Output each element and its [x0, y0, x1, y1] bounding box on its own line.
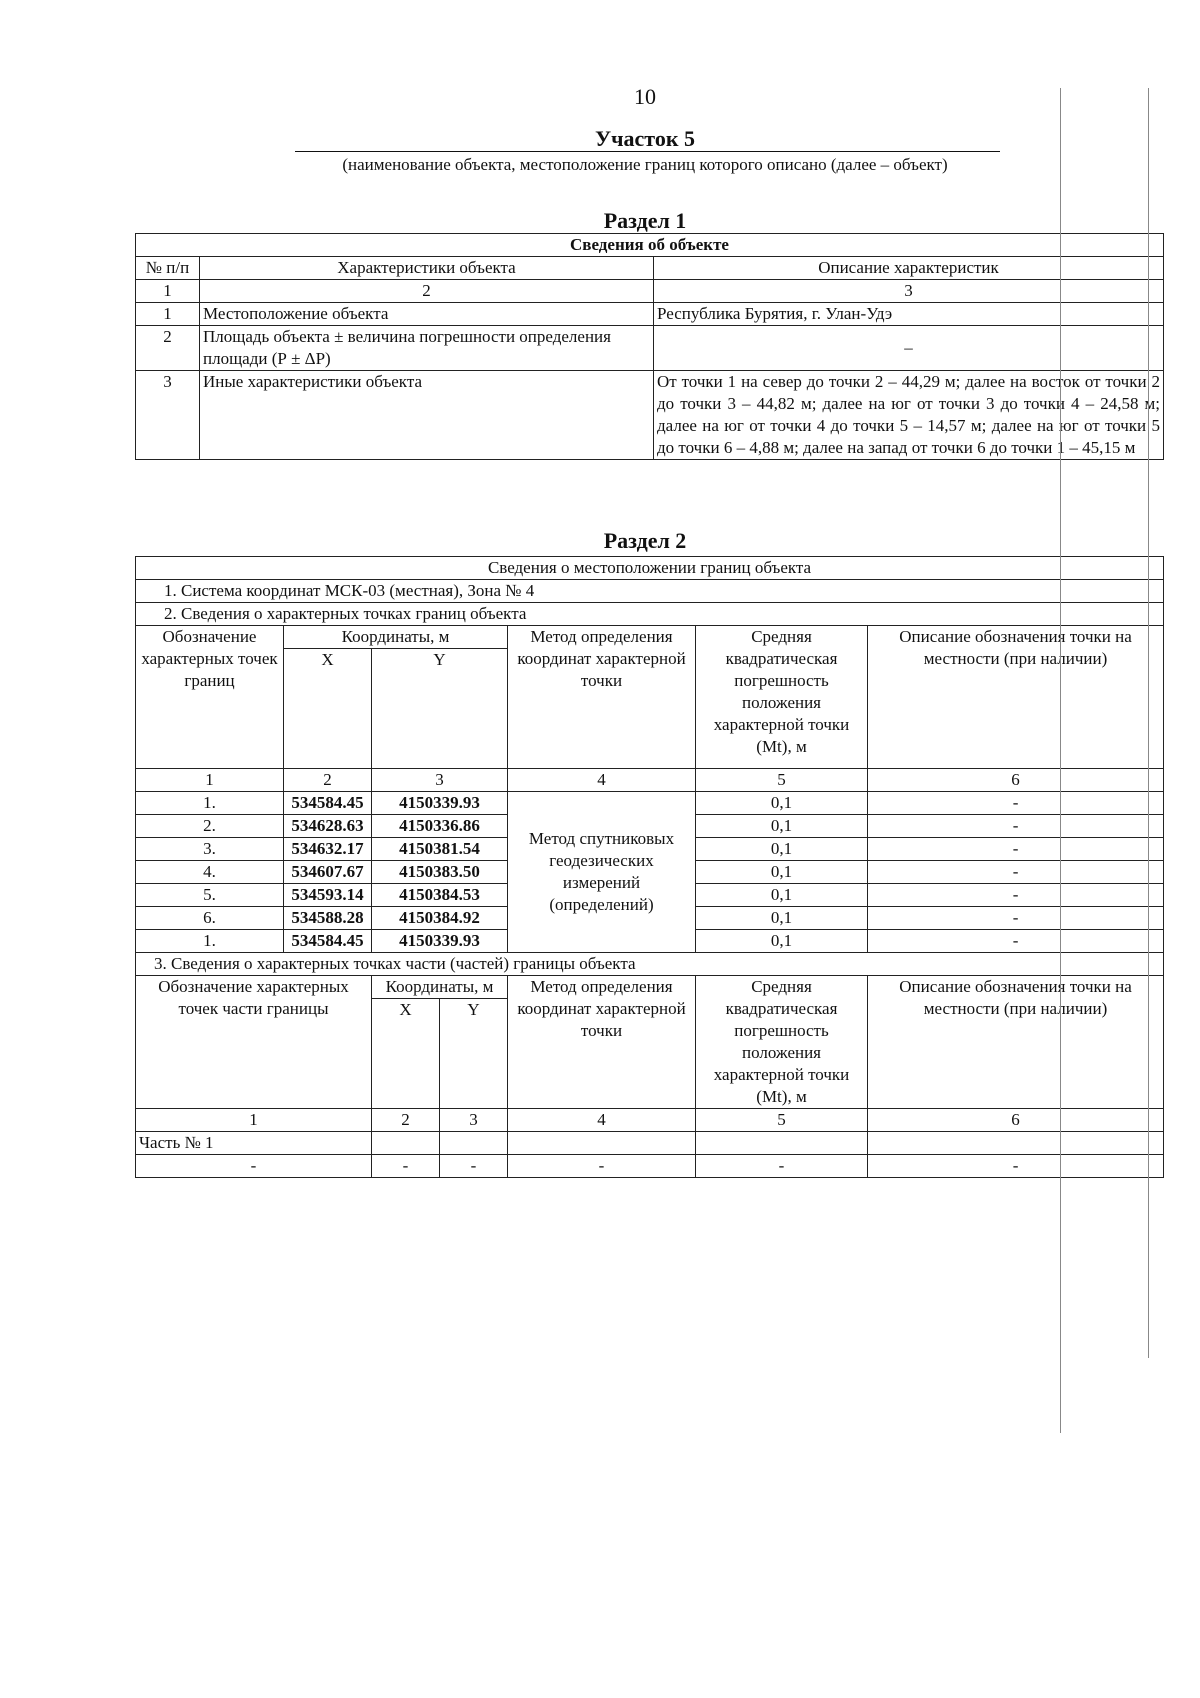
point-x: 534628.63 [284, 815, 372, 838]
table-row [136, 371, 1164, 460]
point-desc: - [868, 838, 1164, 861]
point-mt: 0,1 [696, 815, 868, 838]
table-caption: Сведения о местоположении границ объекта [136, 557, 1164, 580]
col-number: 3 [440, 1109, 508, 1132]
point-num: 2. [136, 815, 284, 838]
col-number: 6 [868, 1109, 1164, 1132]
point-mt: 0,1 [696, 930, 868, 953]
page-number: 10 [634, 84, 656, 109]
margin-rule [1148, 88, 1149, 1358]
boundary-table [135, 556, 1164, 1178]
point-desc: - [868, 930, 1164, 953]
row-desc: От точки 1 на север до точки 2 – 44,29 м; далее на восток от точки 2 до точки 3 – 44,82 м; далее на юг от точки 3 до точки 4 – 24,58 м; далее на юг от точки 4 до точки 5 – 14,57 м; далее на юг от точки 5 до точки 6 – 4,88 м; далее на запад от точки 6 до точки 1 – 45,15 м [654, 371, 1164, 460]
row-num: 3 [136, 371, 200, 460]
col-number: 5 [696, 1109, 868, 1132]
col-number: 4 [508, 1109, 696, 1132]
point-mt: 0,1 [696, 884, 868, 907]
point-num: 3. [136, 838, 284, 861]
point-mt: 0,1 [696, 838, 868, 861]
header-y: Y [372, 649, 508, 769]
header-description: Описание характеристик [654, 257, 1164, 280]
parts-header-desc: Описание обозначения точки на местности (при наличии) [868, 976, 1164, 1109]
point-y: 4150339.93 [372, 930, 508, 953]
point-x: 534632.17 [284, 838, 372, 861]
row-desc: – [654, 326, 1164, 371]
col-number: 5 [696, 769, 868, 792]
point-num: 6. [136, 907, 284, 930]
point-y: 4150339.93 [372, 792, 508, 815]
point-mt: 0,1 [696, 792, 868, 815]
parts-header-point: Обозначение характерных точек части границы [136, 976, 372, 1109]
col-number: 3 [372, 769, 508, 792]
method-value: Метод спутниковых геодезических измерений (определений) [508, 792, 696, 953]
points-caption: 2. Сведения о характерных точках границ объекта [136, 603, 1164, 626]
header-point: Обозначение характерных точек границ [136, 626, 284, 769]
part-label: Часть № 1 [136, 1132, 372, 1155]
point-x: 534584.45 [284, 930, 372, 953]
table-row [136, 326, 1164, 371]
col-number: 1 [136, 280, 200, 303]
col-number: 2 [200, 280, 654, 303]
col-number: 6 [868, 769, 1164, 792]
table-caption: Сведения об объекте [136, 234, 1164, 257]
row-num: 1 [136, 303, 200, 326]
header-error: Средняя квадратическая погрешность положения характерной точки (Mt), м [696, 626, 868, 769]
title-underline [295, 151, 1000, 152]
point-num: 5. [136, 884, 284, 907]
point-x: 534593.14 [284, 884, 372, 907]
point-num: 1. [136, 792, 284, 815]
parts-header-method: Метод определения координат характерной точки [508, 976, 696, 1109]
section2-title: Раздел 2 [603, 528, 687, 553]
table-row [136, 792, 1164, 815]
part-cell: - [372, 1155, 440, 1178]
row-name: Площадь объекта ± величина погрешности определения площади (Р ± ΔР) [200, 326, 654, 371]
col-number: 1 [136, 1109, 372, 1132]
point-num: 4. [136, 861, 284, 884]
col-number: 3 [654, 280, 1164, 303]
parts-caption: 3. Сведения о характерных точках части (частей) границы объекта [136, 953, 1164, 976]
part-cell: - [696, 1155, 868, 1178]
part-cell: - [508, 1155, 696, 1178]
header-coords: Координаты, м [284, 626, 508, 649]
parts-header-x: X [372, 999, 440, 1109]
point-num: 1. [136, 930, 284, 953]
point-desc: - [868, 907, 1164, 930]
parts-header-error: Средняя квадратическая погрешность положения характерной точки (Mt), м [696, 976, 868, 1109]
row-num: 2 [136, 326, 200, 371]
header-desc: Описание обозначения точки на местности (при наличии) [868, 626, 1164, 769]
col-number: 4 [508, 769, 696, 792]
header-x: X [284, 649, 372, 769]
part-cell: - [136, 1155, 372, 1178]
object-info-table [135, 233, 1164, 460]
col-number: 1 [136, 769, 284, 792]
point-mt: 0,1 [696, 907, 868, 930]
object-subtitle: (наименование объекта, местоположение границ которого описано (далее – объект) [342, 155, 948, 174]
parts-header-coords: Координаты, м [372, 976, 508, 999]
point-x: 534588.28 [284, 907, 372, 930]
header-characteristic: Характеристики объекта [200, 257, 654, 280]
object-title: Участок 5 [594, 126, 695, 151]
parts-header-y: Y [440, 999, 508, 1109]
point-x: 534584.45 [284, 792, 372, 815]
point-y: 4150384.92 [372, 907, 508, 930]
part-cell: - [440, 1155, 508, 1178]
col-number: 2 [372, 1109, 440, 1132]
section1-title: Раздел 1 [603, 208, 687, 233]
col-number: 2 [284, 769, 372, 792]
row-name: Иные характеристики объекта [200, 371, 654, 460]
point-x: 534607.67 [284, 861, 372, 884]
point-y: 4150383.50 [372, 861, 508, 884]
point-desc: - [868, 815, 1164, 838]
point-y: 4150381.54 [372, 838, 508, 861]
table-row [136, 303, 1164, 326]
point-mt: 0,1 [696, 861, 868, 884]
row-desc: Республика Бурятия, г. Улан-Удэ [654, 303, 1164, 326]
coord-system: 1. Система координат МСК-03 (местная), Зона № 4 [136, 580, 1164, 603]
table-row [136, 1155, 1164, 1178]
point-desc: - [868, 792, 1164, 815]
margin-rule [1060, 88, 1061, 1433]
point-y: 4150384.53 [372, 884, 508, 907]
row-name: Местоположение объекта [200, 303, 654, 326]
header-num: № п/п [136, 257, 200, 280]
part-cell: - [868, 1155, 1164, 1178]
point-desc: - [868, 884, 1164, 907]
point-y: 4150336.86 [372, 815, 508, 838]
point-desc: - [868, 861, 1164, 884]
header-method: Метод определения координат характерной точки [508, 626, 696, 769]
